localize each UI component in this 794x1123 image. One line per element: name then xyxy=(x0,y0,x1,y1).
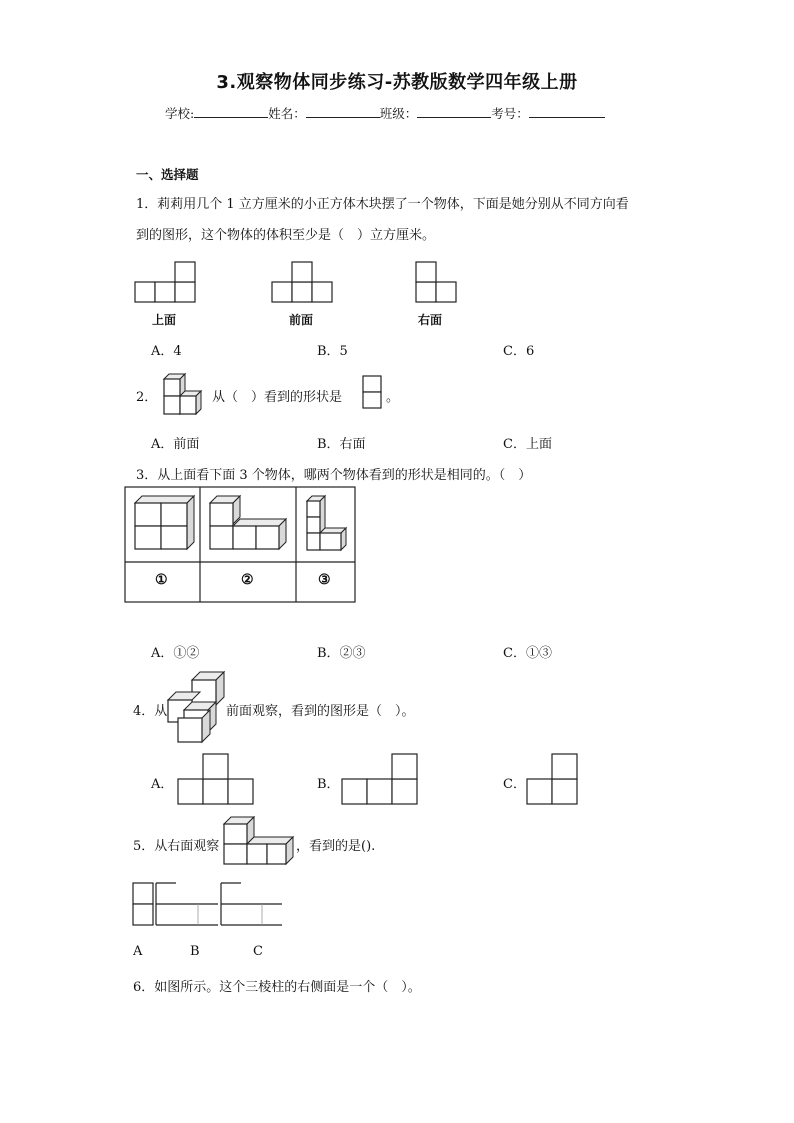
q3-option-b[interactable]: B．②③ xyxy=(317,646,366,661)
number-label: 考号： xyxy=(491,106,529,121)
q5-prefix: 5．从右面观察 xyxy=(133,839,220,854)
q5-option-b-label[interactable]: B xyxy=(190,944,200,959)
q2-option-b[interactable]: B．右面 xyxy=(317,437,366,452)
q4-option-a-label[interactable]: A． xyxy=(151,777,174,792)
q4-solid-figure xyxy=(166,670,228,744)
q1-line1: 1．莉莉用几个 1 立方厘米的小正方体木块摆了一个物体，下面是她分别从不同方向看 xyxy=(136,197,629,212)
q3-label-1: ① xyxy=(155,572,168,588)
q5-option-b-shape[interactable] xyxy=(156,883,218,925)
q4-prefix: 4．从 xyxy=(133,704,168,719)
q5-option-a-label[interactable]: A xyxy=(133,944,143,959)
q5-solid-figure xyxy=(222,815,298,869)
q6-text: 6．如图所示。这个三棱柱的右侧面是一个（ ）。 xyxy=(133,980,421,995)
q4-option-b-label[interactable]: B． xyxy=(317,777,340,792)
q2-question-text: 从（ ）看到的形状是 xyxy=(212,390,343,405)
q1-option-a[interactable]: A．4 xyxy=(151,344,182,359)
q1-front-label: 前面 xyxy=(289,313,314,327)
q3-option-c[interactable]: C．①③ xyxy=(503,646,552,661)
name-label: 姓名： xyxy=(268,106,306,121)
q5-option-a-shape[interactable] xyxy=(133,883,153,925)
q4-option-c-shape[interactable] xyxy=(525,752,581,808)
q4-question-text: 前面观察，看到的图形是（ ）。 xyxy=(226,704,415,719)
q3-text: 3．从上面看下面 3 个物体，哪两个物体看到的形状是相同的。（ ） xyxy=(136,468,532,483)
q4-option-b-shape[interactable] xyxy=(340,752,422,808)
q1-line2: 到的图形，这个物体的体积至少是（ ）立方厘米。 xyxy=(136,228,436,243)
q3-label-2: ② xyxy=(241,572,254,588)
q4-option-a-shape[interactable] xyxy=(176,752,258,808)
q2-option-a[interactable]: A．前面 xyxy=(151,437,200,452)
q4-option-c-label[interactable]: C． xyxy=(503,777,526,792)
q2-suffix: 。 xyxy=(386,390,400,405)
q1-option-c[interactable]: C．6 xyxy=(503,344,535,359)
q1-top-label: 上面 xyxy=(152,313,177,327)
q3-label-3: ③ xyxy=(318,572,331,588)
q5-option-c-label[interactable]: C xyxy=(253,944,263,959)
q3-object-2 xyxy=(210,496,286,549)
section-title: 一、选择题 xyxy=(136,167,199,182)
q1-right-label: 右面 xyxy=(418,313,443,327)
q3-object-3 xyxy=(307,496,346,550)
q1-option-b[interactable]: B．5 xyxy=(317,344,348,359)
q5-question-text: ，看到的是(). xyxy=(296,839,376,854)
q2-option-c[interactable]: C．上面 xyxy=(503,437,552,452)
q5-option-shapes xyxy=(130,880,288,928)
q3-object-1 xyxy=(135,496,194,549)
class-label: 班级： xyxy=(379,106,418,121)
q5-option-c-shape[interactable] xyxy=(221,883,282,925)
q2-number: 2． xyxy=(136,390,158,405)
school-label: 学校: xyxy=(165,106,195,121)
q3-option-a[interactable]: A．①② xyxy=(151,646,200,661)
page-title: 3.观察物体同步练习-苏教版数学四年级上册 xyxy=(216,72,578,93)
